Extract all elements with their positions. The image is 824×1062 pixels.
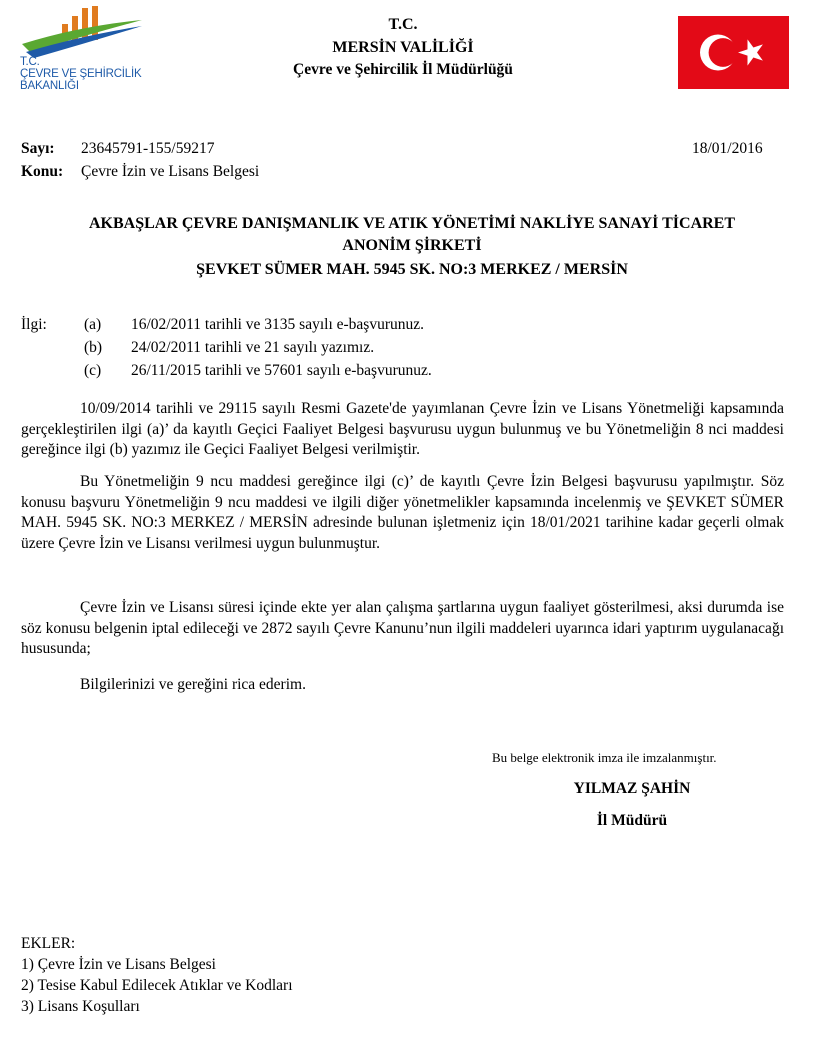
body-paragraph-2: Bu Yönetmeliğin 9 ncu maddesi gereğince ilgi (c)’ de kayıtlı Çevre İzin Belgesi başvurusu yapılmıştır. Söz konusu başvuru Yönetmeliğin 9 ncu maddesi ve ilgili diğer yönetmelikler kapsamında incelenmiş ve ŞEVKET SÜMER MAH. 5945 SK. NO:3 MERKEZ / MERSİN adresinde bulunan işletmeniz için 18/01/2021 tarihine kadar geçerli olmak üzere Çevre İzin ve Lisansı verilmesi uygun bulunmuştur.: [21, 473, 784, 552]
ilgi-text: 16/02/2011 tarihli ve 3135 sayılı e-başvurunuz.: [131, 316, 425, 333]
addressee-company: AKBAŞLAR ÇEVRE DANIŞMANLIK VE ATIK YÖNETİMİ NAKLİYE SANAYİ TİCARET: [88, 215, 736, 232]
sayi-label: Sayı:: [21, 140, 55, 157]
header-directorate: Çevre ve Şehircilik İl Müdürlüğü: [293, 61, 513, 78]
signatory-name: YILMAZ ŞAHİN: [573, 780, 691, 797]
ministry-logo: [20, 6, 160, 106]
ilgi-key: (b): [84, 339, 103, 356]
attachments-label: EKLER:: [21, 935, 76, 952]
sayi-value: 23645791-155/59217: [81, 140, 215, 157]
attachment-item: 1) Çevre İzin ve Lisans Belgesi: [21, 956, 216, 973]
header-tc: T.C.: [388, 16, 418, 33]
ilgi-label: İlgi:: [21, 316, 47, 333]
header-governorship: MERSİN VALİLİĞİ: [332, 39, 474, 56]
konu-label: Konu:: [21, 163, 64, 180]
ilgi-text: 24/02/2011 tarihli ve 21 sayılı yazımız.: [131, 339, 375, 356]
logo-line: T.C.: [20, 56, 40, 68]
ilgi-text: 26/11/2015 tarihli ve 57601 sayılı e-başvurunuz.: [131, 362, 432, 379]
logo-line: ÇEVRE VE ŞEHİRCİLİK: [20, 68, 142, 80]
body-paragraph-3: Çevre İzin ve Lisansı süresi içinde ekte yer alan çalışma şartlarına uygun faaliyet gösterilmesi, aksi durumda ise söz konusu belgenin iptal edileceği ve 2872 sayılı Çevre Kanunu’nun ilgili maddeleri uyarınca idari yaptırım uygulanacağı hususunda;: [21, 599, 784, 657]
logo-text: [20, 56, 141, 92]
attachment-item: 2) Tesise Kabul Edilecek Atıklar ve Kodları: [21, 977, 293, 994]
signatory-title: İl Müdürü: [596, 812, 668, 829]
turkish-flag: [678, 16, 789, 89]
turkish-flag-icon: [678, 16, 789, 89]
document-date: 18/01/2016: [692, 140, 763, 157]
ilgi-key: (a): [84, 316, 102, 333]
body-paragraph-4: Bilgilerinizi ve gereğini rica ederim.: [80, 676, 306, 693]
addressee-company-type: ANONİM ŞİRKETİ: [342, 237, 482, 254]
ilgi-key: (c): [84, 362, 102, 379]
e-signature-note: Bu belge elektronik imza ile imzalanmıştır.: [492, 750, 717, 765]
attachment-item: 3) Lisans Koşulları: [21, 998, 140, 1015]
logo-line: BAKANLIĞI: [20, 80, 79, 92]
konu-value: Çevre İzin ve Lisans Belgesi: [81, 163, 260, 180]
body-paragraph-1: 10/09/2014 tarihli ve 29115 sayılı Resmi Gazete'de yayımlanan Çevre İzin ve Lisans Yönetmeliği kapsamında gerçekleştirilen ilgi (a)’ da kayıtlı Geçici Faaliyet Belgesi başvurusu uygun bulunmuş ve bu Yönetmeliğin 8 nci maddesi gereğince ilgi (b) yazımız ile Geçici Faaliyet Belgesi verilmiştir.: [21, 400, 784, 458]
addressee-address: ŞEVKET SÜMER MAH. 5945 SK. NO:3 MERKEZ / MERSİN: [196, 261, 628, 278]
attachments: [21, 933, 293, 1017]
